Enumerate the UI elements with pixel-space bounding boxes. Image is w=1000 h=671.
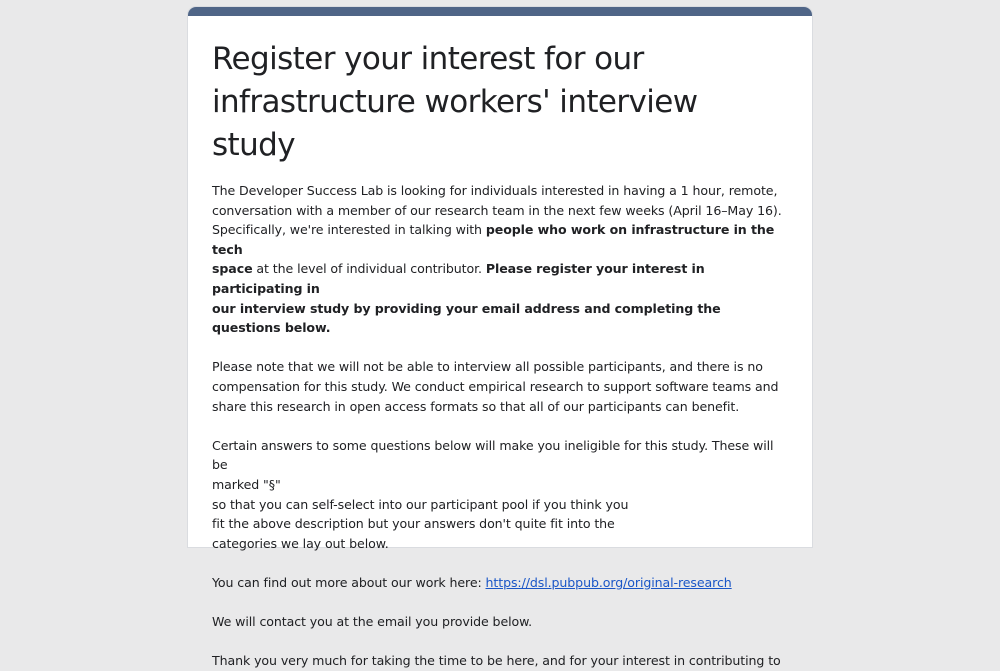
p1-line-4: at the level of individual contributor. — [252, 261, 486, 277]
description-paragraph-2 — [212, 357, 788, 416]
description-paragraph-1 — [212, 181, 788, 338]
p2-line-3: share this research in open access formats so that all of our participants can benefit. — [212, 398, 740, 414]
p1-line-5-bold: our interview study by providing your email address and completing the questions below. — [212, 300, 721, 336]
p4-text: You can find out more about our work here: — [212, 574, 486, 590]
paragraph-gap — [212, 553, 788, 573]
paragraph-gap — [212, 632, 788, 652]
p1-line-1: The Developer Success Lab is looking for individuals interested in having a 1 hour, remote, — [212, 183, 778, 198]
paragraph-gap — [212, 416, 788, 436]
research-link[interactable]: https://dsl.pubpub.org/original-research — [485, 574, 732, 590]
p3-line-1: Certain answers to some questions below will make you ineligible for this study. These will be — [212, 437, 774, 473]
p3-line-5: categories we lay out below. — [212, 535, 389, 551]
form-title-line-1: Register your interest for our — [212, 41, 644, 77]
p3-line-4: fit the above description but your answers don't quite fit into the — [212, 516, 615, 532]
p1-line-3: Specifically, we're interested in talking with — [212, 222, 486, 238]
description-paragraph-3 — [212, 436, 788, 554]
p1-line-2: conversation with a member of our research team in the next few weeks (April 16–May 16). — [212, 202, 782, 218]
description-paragraph-5 — [212, 612, 788, 632]
description-paragraph-4 — [212, 573, 788, 593]
p3-line-3: so that you can self-select into our participant pool if you think you — [212, 496, 629, 512]
form-title — [212, 38, 788, 167]
paragraph-gap — [212, 592, 788, 612]
p3-line-2: marked "§" — [212, 476, 281, 492]
card-accent-bar — [188, 7, 812, 16]
p1-line-4-bold: space — [212, 261, 253, 277]
card-body — [188, 16, 812, 671]
description-paragraph-6 — [212, 651, 788, 671]
p1-line-3-bold: people who work on infrastructure in the tech — [212, 222, 775, 257]
paragraph-gap — [212, 338, 788, 358]
form-description — [212, 181, 788, 671]
form-header-card — [188, 7, 812, 669]
p6-text: Thank you very much for taking the time to be here, and for your interest in contributing to — [212, 653, 781, 669]
p5-text: We will contact you at the email you provide below. — [212, 614, 533, 630]
p2-line-1: Please note that we will not be able to interview all possible participants, and there is no — [212, 359, 763, 375]
p1-line-4-bold-2: Please register your interest in participating in — [212, 261, 705, 296]
p2-line-2: compensation for this study. We conduct empirical research to support software teams and — [212, 378, 779, 394]
form-title-line-2: infrastructure workers' interview study — [212, 84, 698, 163]
